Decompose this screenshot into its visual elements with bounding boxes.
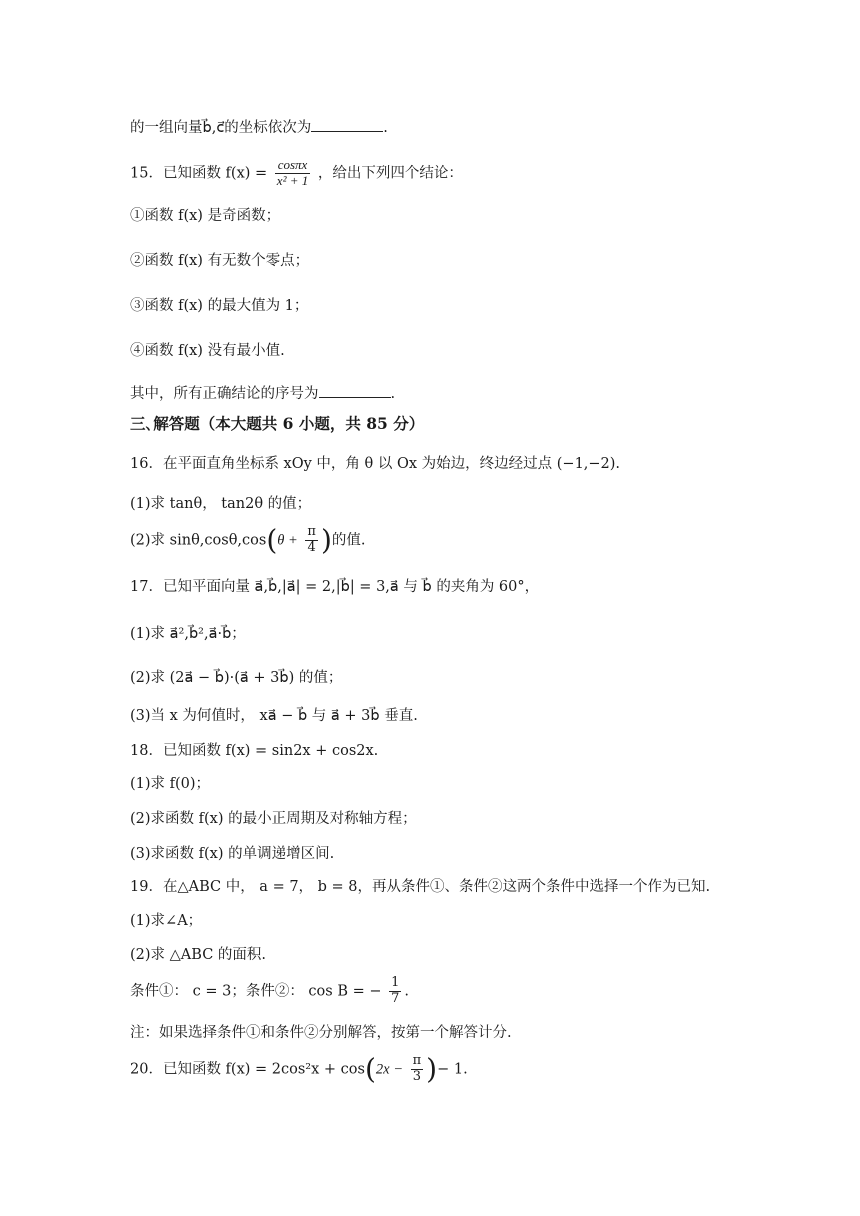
- question-20: [130, 1054, 468, 1085]
- text-span: − 1.: [437, 1061, 468, 1078]
- question-17: 17．已知平面向量 a⃗,b⃗,|a⃗| = 2,|b⃗| = 3,a⃗ 与 b⃗ 的夹角为 60°，: [130, 579, 540, 595]
- question-18-part-1: (1)求 f(0)；: [130, 776, 211, 792]
- text-span: .: [383, 120, 388, 136]
- fraction-denominator: x² + 1: [276, 172, 309, 188]
- fraction: [389, 976, 401, 1007]
- question-19-part-2: (2)求 △ABC 的面积.: [130, 947, 267, 963]
- conclusion-3: ③函数 f(x) 的最大值为 1；: [130, 298, 309, 314]
- question-17-part-1: (1)求 a⃗²,b⃗²,a⃗·b⃗；: [130, 626, 246, 642]
- question-19: 19．在△ABC 中， a = 7， b = 8，再从条件①、条件②这两个条件中选择一个作为已知.: [130, 879, 711, 895]
- fraction: [411, 1054, 424, 1085]
- question-17-part-2: (2)求 (2a⃗ − b⃗)·(a⃗ + 3b⃗) 的值；: [130, 670, 343, 686]
- fraction: [275, 158, 310, 189]
- question-18-part-3: (3)求函数 f(x) 的单调递增区间.: [130, 846, 335, 862]
- question-15: [130, 158, 463, 189]
- question-18-part-2: (2)求函数 f(x) 的最小正周期及对称轴方程；: [130, 811, 417, 827]
- conclusion-2: ②函数 f(x) 有无数个零点；: [130, 253, 310, 269]
- text-span: 条件①： c = 3；条件②： cos B = −: [130, 983, 382, 1000]
- text-span: (2)求 sinθ,cosθ,cos: [130, 532, 267, 549]
- fraction: [305, 525, 318, 556]
- text-span: ，给出下列四个结论：: [317, 165, 463, 182]
- question-19-part-1: (1)求∠A；: [130, 913, 203, 929]
- fraction-denominator: 3: [412, 1068, 422, 1084]
- right-paren: ): [426, 1052, 438, 1086]
- answer-blank: [311, 118, 383, 132]
- question-15-ask: [130, 384, 395, 403]
- text-span: .: [404, 983, 410, 1000]
- text-span: 的值.: [331, 532, 366, 549]
- conclusion-4: ④函数 f(x) 没有最小值.: [130, 343, 285, 359]
- text-span: 2x −: [375, 1061, 403, 1078]
- text-line-vectors: [130, 118, 388, 137]
- fraction-denominator: 4: [307, 539, 316, 555]
- fraction-numerator: π: [412, 1053, 422, 1068]
- text-span: 20．已知函数 f(x) = 2cos²x + cos: [130, 1061, 365, 1078]
- fraction-denominator: 7: [391, 990, 400, 1006]
- fraction-numerator: cosπx: [275, 158, 310, 174]
- text-span: 的一组向量b⃗,c⃗的坐标依次为: [130, 120, 312, 136]
- question-19-conditions: [130, 976, 409, 1007]
- section-heading: 三､解答题（本大题共 6 小题，共 85 分）: [130, 414, 425, 433]
- left-paren: (: [364, 1052, 376, 1086]
- right-paren: ): [320, 523, 332, 557]
- text-span: 15．已知函数 f(x) =: [130, 165, 268, 182]
- conclusion-1: ①函数 f(x) 是奇函数；: [130, 208, 281, 224]
- fraction-numerator: π: [307, 524, 316, 539]
- question-16-part-2: [130, 525, 366, 556]
- question-16-part-1: (1)求 tanθ， tan2θ 的值；: [130, 496, 312, 512]
- text-span: 其中，所有正确结论的序号为: [130, 386, 319, 402]
- fraction-numerator: 1: [391, 975, 400, 990]
- left-paren: (: [266, 523, 278, 557]
- text-span: θ +: [277, 532, 298, 549]
- question-17-part-3: (3)当 x 为何值时， xa⃗ − b⃗ 与 a⃗ + 3b⃗ 垂直.: [130, 708, 418, 724]
- question-18: 18．已知函数 f(x) = sin2x + cos2x.: [130, 743, 379, 759]
- question-16: 16．在平面直角坐标系 xOy 中，角 θ 以 Ox 为始边，终边经过点 (−1,−2).: [130, 456, 621, 472]
- text-span: .: [390, 386, 396, 402]
- answer-blank: [319, 384, 391, 398]
- question-19-note: 注：如果选择条件①和条件②分别解答，按第一个解答计分.: [130, 1025, 512, 1041]
